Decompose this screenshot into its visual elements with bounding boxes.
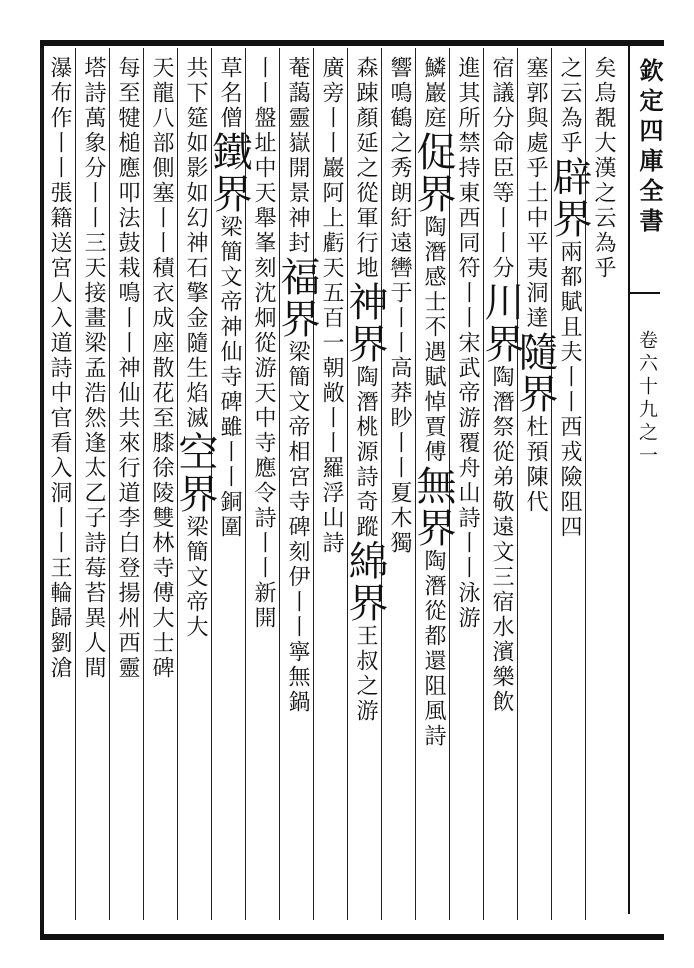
text-run: 之云為乎 (557, 56, 582, 156)
banner-divider (628, 46, 630, 914)
text-run: 如影如幻神石擎金隨生焰滅 (183, 131, 208, 431)
text-run: 陶潛祭從弟敬遠文三宿水濱樂飲 (489, 365, 514, 715)
text-run: 廣旁丨丨巖阿上虧天 (319, 56, 344, 281)
text-run: 森踈顏延之從軍行地 (353, 56, 378, 281)
text-run: 丨丨盤址中天舉峯 (251, 56, 276, 256)
text-run: 菴藹靈嶽開景神封 (285, 56, 310, 256)
section-heading: 神界 (342, 281, 388, 365)
text-run: 杜預陳代 (523, 415, 548, 515)
column-rule (313, 48, 314, 920)
text-column (112, 56, 142, 681)
text-column (206, 56, 252, 540)
section-heading: 福界 (274, 256, 320, 340)
text-run: 每至犍槌應叩法鼓栽鳴丨丨神仙共來行道李白登揚州西靈 (115, 56, 140, 681)
text-run: 兩都賦且夫丨丨西戎險阻四 (557, 240, 582, 540)
text-column (512, 56, 558, 515)
text-column (588, 56, 618, 281)
text-run: 天龍八部側塞丨丨積衣成座散花至膝徐陵雙林寺傅大士碑 (149, 56, 174, 681)
text-column (146, 56, 176, 681)
text-column (384, 56, 414, 556)
text-run: 陶潛感士不遇賦悼賈傅 (421, 215, 446, 465)
column-rule (41, 48, 42, 920)
column-rule (109, 48, 110, 920)
text-column (248, 56, 278, 631)
text-run: 響鳴鶴之秀朗紆遠轡于丨丨 (387, 56, 412, 356)
column-rule (279, 48, 280, 920)
text-run: 塞 (523, 56, 548, 81)
section-heading: 隨界 (512, 331, 558, 415)
column-rule (381, 48, 382, 920)
text-column (44, 56, 74, 681)
text-run: 鱗巖庭 (421, 56, 446, 131)
text-column (316, 56, 346, 556)
text-run: 宿議分命臣等丨丨分 (489, 56, 514, 281)
section-heading: 辟界 (546, 156, 592, 240)
section-heading: 綿界 (342, 540, 388, 624)
text-run: 梁簡文帝神仙寺碑雖丨丨銅圍 (217, 215, 242, 540)
text-run: 五百一朝敞丨丨 (319, 281, 344, 456)
column-rule (483, 48, 484, 920)
text-run: 羅浮山詩 (319, 456, 344, 556)
section-heading: 無界 (410, 465, 456, 549)
column-rule (75, 48, 76, 920)
section-heading: 空界 (172, 431, 218, 515)
text-run: 梁簡文帝相宮寺碑刻伊丨丨寧無鍋 (285, 340, 310, 715)
text-column (172, 56, 218, 640)
text-column (274, 56, 320, 715)
text-run: 高莽眇丨丨夏木獨 (387, 356, 412, 556)
text-run: 刻沈炯從游天中寺應令詩丨丨新開 (251, 256, 276, 631)
text-run: 王叔之游 (353, 624, 378, 724)
text-column (452, 56, 482, 631)
section-heading: 川界 (478, 281, 524, 365)
text-run: 草名僧 (217, 56, 242, 131)
section-heading: 促界 (410, 131, 456, 215)
text-column (342, 56, 388, 724)
fishtail-mark-top (628, 292, 660, 326)
section-heading: 鐵界 (206, 131, 252, 215)
text-column (546, 56, 592, 540)
text-run: 進其所禁持東西同符 (455, 56, 480, 281)
column-rule (347, 48, 348, 920)
text-run: 塔詩萬象分丨丨三天接畫梁孟浩然逢太乙子詩莓苔異人間 (81, 56, 106, 681)
column-rule (517, 48, 518, 920)
text-run: 丨丨宋武帝游覆舟山詩丨丨泳游 (455, 281, 480, 631)
banner-title: 欽定四庫全書 (635, 58, 664, 238)
text-run: 郭與處乎土中平夷洞達 (523, 81, 548, 331)
text-column (410, 56, 456, 749)
text-run: 瀑布作丨丨張籍送宮人入道詩中官看入洞丨丨王輪歸劉滄 (47, 56, 72, 681)
text-run: 梁簡文帝大 (183, 515, 208, 640)
text-run: 共下筵 (183, 56, 208, 131)
text-column (78, 56, 108, 681)
text-run: 矣烏覩大漢之云為乎 (591, 56, 616, 281)
text-run: 陶潛桃源詩奇蹤 (353, 365, 378, 540)
text-column (478, 56, 524, 715)
column-rule (143, 48, 144, 920)
banner-volume: 卷六十九之一 (636, 330, 658, 468)
text-run: 陶潛從都還阻風詩 (421, 549, 446, 749)
